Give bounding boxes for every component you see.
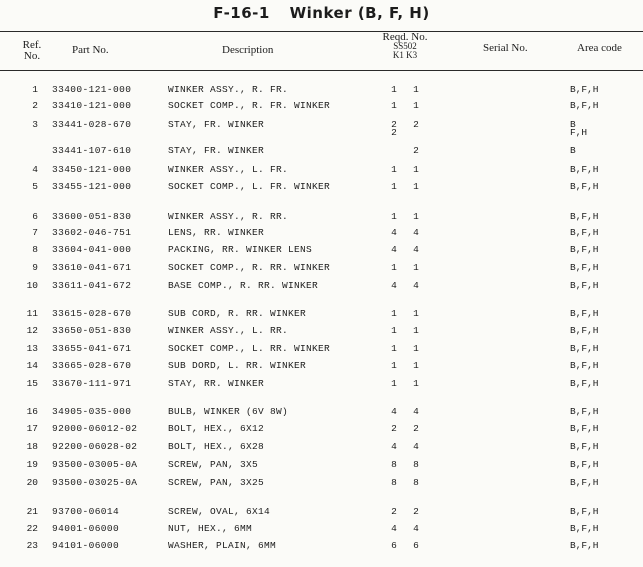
table-row xyxy=(0,476,643,490)
qty-k1-cell: 2 xyxy=(391,423,397,434)
description-cell: WINKER ASSY., L. FR. xyxy=(168,164,289,175)
table-row xyxy=(0,458,643,472)
part-number-cell: 33611-041-672 xyxy=(52,280,132,291)
qty-k3-cell: 1 xyxy=(413,308,419,319)
part-number-cell: 33450-121-000 xyxy=(52,164,132,175)
table-row xyxy=(0,342,643,356)
qty-k3-cell: 4 xyxy=(413,227,419,238)
qty-k3-cell: 4 xyxy=(413,441,419,452)
area-code-cell: B,F,H xyxy=(570,211,599,222)
qty-k1-cell: 4 xyxy=(391,244,397,255)
ref-cell: 9 xyxy=(32,262,38,273)
area-code-cell: B,F,H xyxy=(570,459,599,470)
qty-k1-cell: 1 xyxy=(391,181,397,192)
description-cell: SUB CORD, R. RR. WINKER xyxy=(168,308,307,319)
table-row xyxy=(0,99,643,113)
area-code-cell: B,F,H xyxy=(570,343,599,354)
qty-k3-cell: 1 xyxy=(413,378,419,389)
area-code-cell: B,F,H xyxy=(570,280,599,291)
qty-k1-cell: 1 xyxy=(391,308,397,319)
qty-k1-cell: 2 2 xyxy=(391,119,397,138)
part-number-cell: 33400-121-000 xyxy=(52,84,132,95)
qty-k1-cell: 1 xyxy=(391,84,397,95)
area-code-cell: B,F,H xyxy=(570,360,599,371)
table-row xyxy=(0,405,643,419)
area-code-cell: B,F,H xyxy=(570,406,599,417)
description-cell: WASHER, PLAIN, 6MM xyxy=(168,540,277,551)
area-code-cell: B,F,H xyxy=(570,506,599,517)
qty-k1-cell: 4 xyxy=(391,227,397,238)
table-row xyxy=(0,180,643,194)
description-cell: NUT, HEX., 6MM xyxy=(168,523,253,534)
part-number-cell: 92200-06028-02 xyxy=(52,441,138,452)
ref-cell: 1 xyxy=(32,84,38,95)
area-code-cell: B,F,H xyxy=(570,378,599,389)
ref-cell: 4 xyxy=(32,164,38,175)
part-number-cell: 33655-041-671 xyxy=(52,343,132,354)
part-number-cell: 93500-03025-0A xyxy=(52,477,138,488)
header-reqd-model: SS502 xyxy=(393,41,417,51)
table-row xyxy=(0,83,643,97)
area-code-cell: B,F,H xyxy=(570,308,599,319)
qty-k1-cell: 1 xyxy=(391,164,397,175)
ref-cell: 21 xyxy=(26,506,38,517)
qty-k3-cell: 2 xyxy=(413,145,419,156)
qty-k3-cell: 1 xyxy=(413,343,419,354)
table-row xyxy=(0,377,643,391)
part-number-cell: 33670-111-971 xyxy=(52,378,132,389)
header-reqd-line1: Reqd. No. xyxy=(382,31,428,43)
qty-k3-cell: 8 xyxy=(413,477,419,488)
qty-k3-cell: 1 xyxy=(413,360,419,371)
qty-k3-cell: 1 xyxy=(413,181,419,192)
description-cell: SCREW, PAN, 3X5 xyxy=(168,459,259,470)
qty-k3-cell: 6 xyxy=(413,540,419,551)
area-code-cell: B,F,H xyxy=(570,477,599,488)
area-code-cell: B,F,H xyxy=(570,181,599,192)
ref-cell: 10 xyxy=(26,280,38,291)
part-number-cell: 94001-06000 xyxy=(52,523,120,534)
table-row xyxy=(0,422,643,436)
qty-k3-cell: 1 xyxy=(413,211,419,222)
table-row xyxy=(0,324,643,338)
qty-k3-cell: 1 xyxy=(413,84,419,95)
qty-k3-cell: 8 xyxy=(413,459,419,470)
ref-cell: 15 xyxy=(26,378,38,389)
qty-k1-cell: 8 xyxy=(391,459,397,470)
figure-code: F-16-1 xyxy=(213,4,270,22)
table-row xyxy=(0,505,643,519)
description-cell: BOLT, HEX., 6X12 xyxy=(168,423,265,434)
part-number-cell: 33615-028-670 xyxy=(52,308,132,319)
description-cell: PACKING, RR. WINKER LENS xyxy=(168,244,313,255)
qty-k1-cell: 1 xyxy=(391,325,397,336)
part-number-cell: 33410-121-000 xyxy=(52,100,132,111)
header-serial-no: Serial No. xyxy=(483,42,528,54)
qty-k3-cell: 2 xyxy=(413,423,419,434)
area-code-cell: B,F,H xyxy=(570,100,599,111)
ref-cell: 20 xyxy=(26,477,38,488)
qty-k3-cell: 1 xyxy=(413,100,419,111)
table-row xyxy=(0,163,643,177)
area-code-cell: B,F,H xyxy=(570,84,599,95)
header-area-code: Area code xyxy=(577,42,622,54)
ref-cell: 16 xyxy=(26,406,38,417)
ref-cell: 6 xyxy=(32,211,38,222)
header-ref-line2: No. xyxy=(23,50,41,62)
qty-k3-cell: 4 xyxy=(413,523,419,534)
ref-cell: 18 xyxy=(26,441,38,452)
part-number-cell: 33441-028-670 xyxy=(52,119,132,130)
page-title xyxy=(0,4,643,22)
table-row xyxy=(0,144,643,158)
header-ref xyxy=(18,40,46,62)
table-row xyxy=(0,210,643,224)
ref-cell: 7 xyxy=(32,227,38,238)
qty-k1-cell: 1 xyxy=(391,343,397,354)
part-number-cell: 94101-06000 xyxy=(52,540,120,551)
qty-k3-cell: 4 xyxy=(413,280,419,291)
table-row xyxy=(0,118,643,138)
table-header xyxy=(0,32,643,70)
part-number-cell: 33602-046-751 xyxy=(52,227,132,238)
qty-k1-cell: 1 xyxy=(391,100,397,111)
table-row xyxy=(0,440,643,454)
area-code-cell: B,F,H xyxy=(570,244,599,255)
qty-k1-cell: 8 xyxy=(391,477,397,488)
description-cell: SOCKET COMP., R. FR. WINKER xyxy=(168,100,331,111)
header-reqd-no xyxy=(370,33,440,60)
table-row xyxy=(0,359,643,373)
part-number-cell: 33610-041-671 xyxy=(52,262,132,273)
header-part-no: Part No. xyxy=(72,44,109,56)
table-row xyxy=(0,539,643,553)
part-number-cell: 93700-06014 xyxy=(52,506,120,517)
description-cell: BOLT, HEX., 6X28 xyxy=(168,441,265,452)
area-code-cell: B,F,H xyxy=(570,262,599,273)
description-cell: SUB DORD, L. RR. WINKER xyxy=(168,360,307,371)
table-row xyxy=(0,307,643,321)
part-number-cell: 33604-041-000 xyxy=(52,244,132,255)
description-cell: BULB, WINKER (6V 8W) xyxy=(168,406,289,417)
ref-cell: 3 xyxy=(32,119,38,130)
area-code-cell: B,F,H xyxy=(570,423,599,434)
area-code-cell: B,F,H xyxy=(570,227,599,238)
part-number-cell: 33600-051-830 xyxy=(52,211,132,222)
qty-k1-cell: 4 xyxy=(391,406,397,417)
header-reqd-columns: K1 K3 xyxy=(392,50,418,60)
qty-k1-cell: 2 xyxy=(391,506,397,517)
description-cell: WINKER ASSY., R. RR. xyxy=(168,211,289,222)
description-cell: WINKER ASSY., R. FR. xyxy=(168,84,289,95)
table-row xyxy=(0,522,643,536)
table-row xyxy=(0,226,643,240)
header-bottom-rule xyxy=(0,70,643,71)
ref-cell: 23 xyxy=(26,540,38,551)
part-number-cell: 33441-107-610 xyxy=(52,145,132,156)
area-code-cell: B,F,H xyxy=(570,523,599,534)
description-cell: WINKER ASSY., L. RR. xyxy=(168,325,289,336)
qty-k1-cell: 4 xyxy=(391,523,397,534)
area-code-cell: B,F,H xyxy=(570,164,599,175)
part-number-cell: 33650-051-830 xyxy=(52,325,132,336)
qty-k3-cell: 1 xyxy=(413,262,419,273)
qty-k1-cell: 4 xyxy=(391,280,397,291)
qty-k3-cell: 2 xyxy=(413,119,419,130)
ref-cell: 11 xyxy=(26,308,38,319)
ref-cell: 13 xyxy=(26,343,38,354)
qty-k3-cell: 1 xyxy=(413,164,419,175)
qty-k1-cell: 4 xyxy=(391,441,397,452)
ref-cell: 12 xyxy=(26,325,38,336)
qty-k1-cell: 1 xyxy=(391,360,397,371)
header-ref-line1: Ref. xyxy=(22,39,42,51)
ref-cell: 14 xyxy=(26,360,38,371)
ref-cell: 22 xyxy=(26,523,38,534)
part-number-cell: 93500-03005-0A xyxy=(52,459,138,470)
ref-cell: 17 xyxy=(26,423,38,434)
ref-cell: 8 xyxy=(32,244,38,255)
qty-k3-cell: 1 xyxy=(413,325,419,336)
area-code-cell: B F,H xyxy=(570,119,588,138)
qty-k1-cell: 1 xyxy=(391,378,397,389)
description-cell: STAY, FR. WINKER xyxy=(168,145,265,156)
part-number-cell: 34905-035-000 xyxy=(52,406,132,417)
ref-cell: 5 xyxy=(32,181,38,192)
area-code-cell: B xyxy=(570,145,576,156)
qty-k3-cell: 4 xyxy=(413,406,419,417)
description-cell: SOCKET COMP., R. RR. WINKER xyxy=(168,262,331,273)
area-code-cell: B,F,H xyxy=(570,441,599,452)
ref-cell: 2 xyxy=(32,100,38,111)
description-cell: LENS, RR. WINKER xyxy=(168,227,265,238)
description-cell: STAY, RR. WINKER xyxy=(168,378,265,389)
part-number-cell: 33665-028-670 xyxy=(52,360,132,371)
description-cell: SOCKET COMP., L. FR. WINKER xyxy=(168,181,331,192)
table-row xyxy=(0,261,643,275)
qty-k3-cell: 2 xyxy=(413,506,419,517)
qty-k1-cell: 6 xyxy=(391,540,397,551)
description-cell: BASE COMP., R. RR. WINKER xyxy=(168,280,319,291)
area-code-cell: B,F,H xyxy=(570,325,599,336)
description-cell: SCREW, PAN, 3X25 xyxy=(168,477,265,488)
part-number-cell: 92000-06012-02 xyxy=(52,423,138,434)
ref-cell: 19 xyxy=(26,459,38,470)
figure-title: Winker (B, F, H) xyxy=(289,4,430,22)
qty-k1-cell: 1 xyxy=(391,211,397,222)
qty-k1-cell: 1 xyxy=(391,262,397,273)
table-row xyxy=(0,279,643,293)
qty-k3-cell: 4 xyxy=(413,244,419,255)
description-cell: SOCKET COMP., L. RR. WINKER xyxy=(168,343,331,354)
description-cell: STAY, FR. WINKER xyxy=(168,119,265,130)
description-cell: SCREW, OVAL, 6X14 xyxy=(168,506,271,517)
header-description: Description xyxy=(222,44,274,56)
area-code-cell: B,F,H xyxy=(570,540,599,551)
part-number-cell: 33455-121-000 xyxy=(52,181,132,192)
table-row xyxy=(0,243,643,257)
